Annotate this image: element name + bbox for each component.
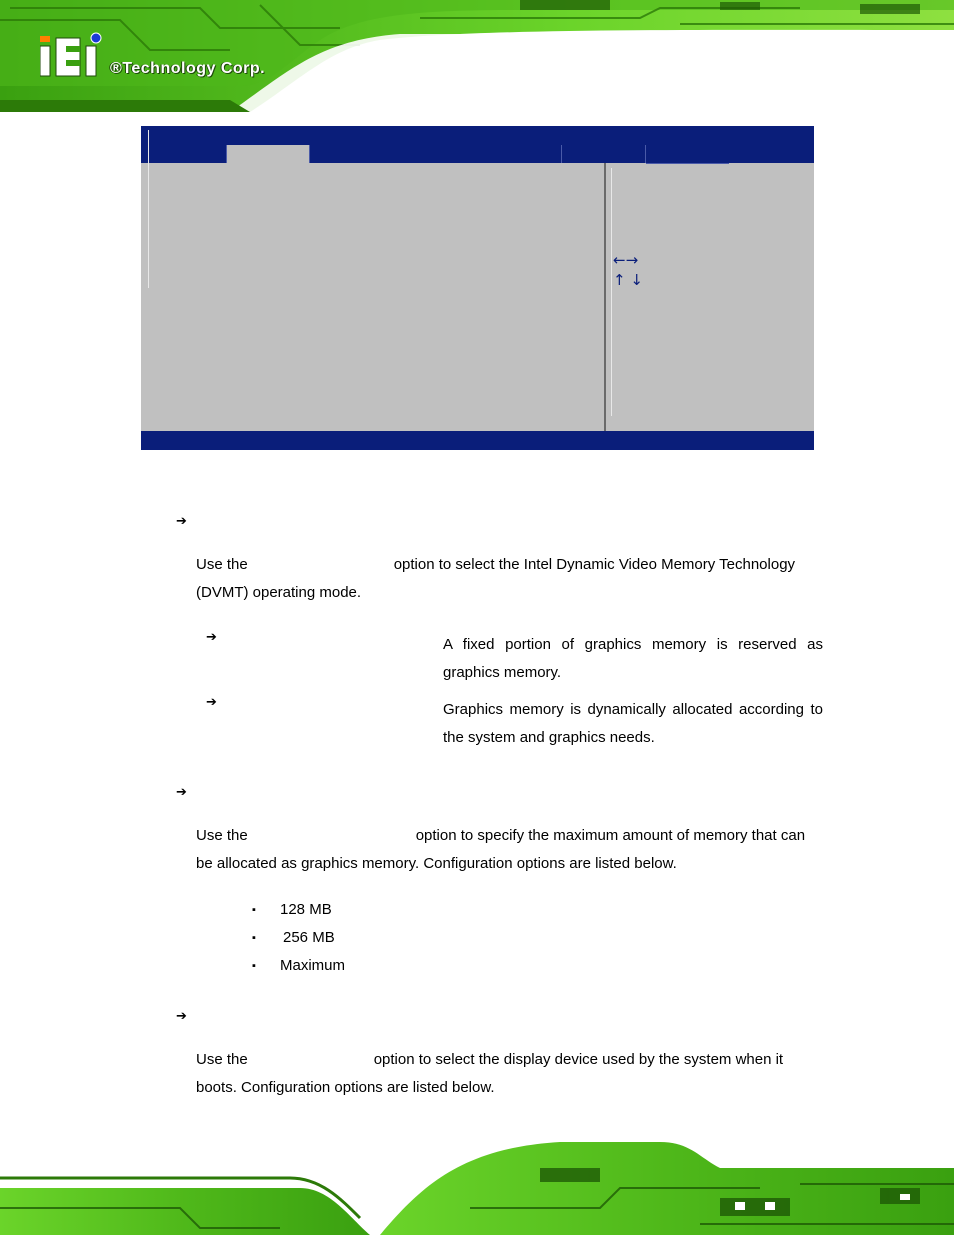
header-banner: [0, 0, 954, 118]
bios-tab[interactable]: [646, 145, 729, 164]
up-down-arrow-icon: ↑ ↓: [613, 271, 643, 289]
list-item-text: 256 MB: [283, 929, 335, 946]
dvmt-mode-description: [196, 551, 814, 607]
text-use-the: Use the: [196, 1051, 248, 1068]
boot-display-text: option to select the display device used by the system when it boots. Configuration options are listed below.: [196, 1051, 784, 1096]
bios-title-bar: [141, 126, 814, 145]
dvmt-memory-description: [196, 822, 814, 878]
section-arrow-icon: ➔: [176, 785, 187, 800]
bios-settings-panel: [141, 163, 604, 431]
dvmt-dynamic-description: Graphics memory is dynamically allocated according to the system and graphics needs.: [443, 701, 823, 746]
list-item: ▪ 128 MB: [252, 896, 345, 924]
section-arrow-icon: ➔: [176, 514, 187, 529]
option-arrow-icon: ➔: [206, 695, 217, 710]
circuit-board-footer-graphic: [0, 1128, 954, 1235]
option-arrow-icon: ➔: [206, 630, 217, 645]
company-name: ®Technology Corp.: [110, 60, 266, 77]
footer-banner: [0, 1128, 954, 1235]
iei-logo-icon: [40, 32, 110, 85]
bios-tab-active[interactable]: [227, 145, 309, 163]
dvmt-fixed-description: A fixed portion of graphics memory is reserved as graphics memory.: [443, 636, 823, 681]
list-item: ▪ Maximum: [252, 952, 345, 980]
text-use-the: Use the: [196, 556, 248, 573]
bios-tab-separator: [309, 145, 310, 163]
bios-panel-highlight: [148, 130, 149, 288]
memory-options-list: [252, 896, 345, 980]
dvmt-mode-text: option to select the Intel Dynamic Video Memory Technology (DVMT) operating mode.: [196, 556, 796, 601]
boot-display-description: [196, 1046, 814, 1102]
dvmt-memory-text: option to specify the maximum amount of memory that can be allocated as graphics memory. Configuration options are listed below.: [196, 827, 806, 872]
bios-panel-divider: [604, 163, 606, 431]
bios-help-highlight: [611, 168, 612, 416]
text-use-the: Use the: [196, 827, 248, 844]
bios-tab-separator: [226, 145, 227, 163]
left-right-arrow-icon: ←→: [613, 251, 639, 269]
circuit-board-header-graphic: [0, 0, 954, 118]
bios-tab-separator: [561, 145, 562, 163]
list-item: [252, 924, 345, 952]
bios-screenshot: [141, 126, 814, 450]
bios-status-bar: [141, 431, 814, 450]
section-arrow-icon: ➔: [176, 1009, 187, 1024]
